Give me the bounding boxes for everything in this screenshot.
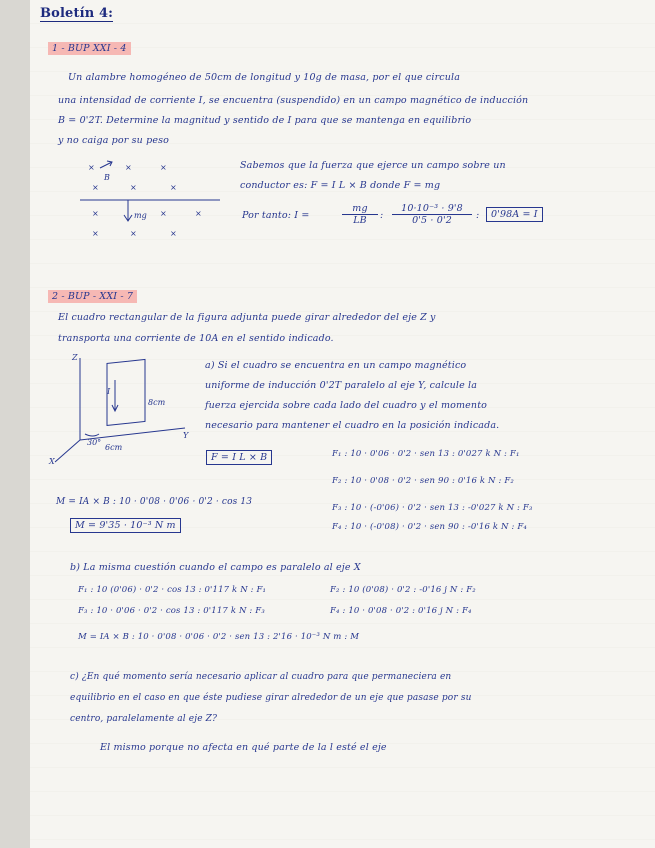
- moment-b: M = IA × B : 10 · 0'08 · 0'06 · 0'2 · sen 13 : 2'16 · 10⁻³ N m : M: [78, 632, 360, 642]
- b-field-label: B: [104, 173, 110, 182]
- svg-text:×: ×: [160, 163, 167, 172]
- fraction-1-numerator: mg: [342, 203, 378, 215]
- svg-text:×: ×: [170, 183, 177, 192]
- force-a-line: F₄ : 10 · (-0'08) · 0'2 · sen 90 : -0'16 k N : F₄: [332, 522, 527, 532]
- width-label: 6cm: [105, 443, 123, 452]
- svg-text:×: ×: [92, 229, 99, 238]
- force-b-line: F₃ : 10 · 0'06 · 0'2 · cos 13 : 0'117 k N : F₃: [78, 606, 265, 616]
- problem-1-solution-line: Sabemos que la fuerza que ejerce un campo sobre un: [240, 160, 506, 171]
- weight-label: mg: [134, 211, 147, 220]
- part-c-line: equilibrio en el caso en que éste pudiese girar alrededor de un eje que pasase por su: [70, 693, 472, 703]
- force-b-line: F₄ : 10 · 0'08 · 0'2 : 0'16 j N : F₄: [330, 606, 472, 616]
- svg-text:×: ×: [160, 209, 167, 218]
- height-label: 8cm: [148, 398, 166, 407]
- part-c-answer: El mismo porque no afecta en qué parte de la l esté el eje: [100, 742, 387, 753]
- part-c-line: centro, paralelamente al eje Z?: [70, 714, 218, 724]
- notebook-page: Boletín 4: 1 - BUP XXI - 4 Un alambre homogéneo de 50cm de longitud y 10g de masa, por el que circula una intensidad de corriente I, se encuentra (suspendido) en un campo magnético de inducción B = 0'2T. Determine la magnitud y sentido de I para que se mantenga en equilibrio y no caiga por su peso × × × × × × × × × × × × B mg Sabemos que la fuerza que ejerce un campo sobre un conductor es: F = I L × B donde F = mg Por tanto: I = $\frac{mg}{LB}$ : $\frac{\text{10·10⁻³ · 9'8}}{0'5 \cdot 0'2}$ : 0'98A = I 2 - BUP - XXI - 7 El cuadro rectangular de la figura adjunta puede girar alrededor del eje Z y transporta una corriente de 10A en el sentido indicado. Z Y X 8cm 6cm 30° I a) Si el cuadro se encuentra en un campo magnético uniforme de inducción 0'2T paralelo al eje Y, calcule la fuerza ejercida sobre cada lado del cuadro y el momento necesario para mantener el cuadro en la posición indicada. F = I L × B F₁ : 10 · 0'06 · 0'2 · sen 13 : 0'027 k N : F₁ F₂ : 10 · 0'08 · 0'2 · sen 90 : 0'16 k N : F₂ F₃ : 10 · (-0'06) · 0'2 · sen 13 : -0'027 k N : F₃ F₄ : 10 · (-0'08) · 0'2 · sen 90 : -0'16 k N : F₄ M = IA × B : 10 · 0'08 · 0'06 · 0'2 · cos 13 M = 9'35 · 10⁻³ N m b) La misma cuestión cuando el campo es paralelo al eje X F₁ : 10 (0'06) · 0'2 · cos 13 : 0'117 k N : F₁ F₂ : 10 (0'08) · 0'2 : -0'16 j N : F₂ F₃ : 10 · 0'06 · 0'2 · cos 13 : 0'117 k N : F₃ F₄ : 10 · 0'08 · 0'2 : 0'16 j N : F₄ M = IA × B : 10 · 0'08 · 0'06 · 0'2 · sen 13 : 2'16 · 10⁻³ N m : M c) ¿En qué momento sería necesario aplicar al cuadro para que permaneciera en equilibrio en el caso en que éste pudiese girar alrededor de un eje que pasase por su centro, paralelamente al eje Z? El mismo porque no afecta en qué parte de la l esté el eje: [30, 0, 655, 848]
- moment-a-result: M = 9'35 · 10⁻³ N m: [70, 518, 181, 533]
- force-b-line: F₂ : 10 (0'08) · 0'2 : -0'16 j N : F₂: [330, 585, 476, 595]
- part-b-intro: b) La misma cuestión cuando el campo es paralelo al eje X: [70, 562, 361, 573]
- force-a-line: F₂ : 10 · 0'08 · 0'2 · sen 90 : 0'16 k N : F₂: [332, 476, 514, 486]
- svg-text:×: ×: [130, 229, 137, 238]
- force-b-line: F₁ : 10 (0'06) · 0'2 · cos 13 : 0'117 k N : F₁: [78, 585, 267, 595]
- problem-2-statement-line: El cuadro rectangular de la figura adjunta puede girar alrededor del eje Z y: [58, 312, 436, 323]
- problem-2-label: 2 - BUP - XXI - 7: [48, 290, 137, 303]
- fraction-2-numerator: 10·10⁻³ · 9'8: [392, 203, 472, 215]
- x-axis-label: X: [49, 457, 55, 466]
- part-c-line: c) ¿En qué momento sería necesario aplicar al cuadro para que permaneciera en: [70, 672, 452, 682]
- fraction-1-denominator: LB: [353, 215, 367, 226]
- problem-1-solution-line: conductor es: F = I L × B donde F = mg: [240, 180, 441, 191]
- calc-prefix: Por tanto: I =: [242, 210, 310, 221]
- angle-label: 30°: [87, 438, 102, 447]
- force-a-line: F₁ : 10 · 0'06 · 0'2 · sen 13 : 0'027 k N : F₁: [332, 449, 520, 459]
- svg-text:×: ×: [88, 163, 95, 172]
- part-a-line: uniforme de inducción 0'2T paralelo al eje Y, calcule la: [205, 380, 478, 391]
- force-a-line: F₃ : 10 · (-0'06) · 0'2 · sen 13 : -0'027 k N : F₃: [332, 503, 533, 513]
- svg-text:×: ×: [125, 163, 132, 172]
- problem-1-result: 0'98A = I: [486, 207, 543, 222]
- y-axis-label: Y: [183, 431, 189, 440]
- current-label: I: [107, 387, 111, 396]
- problem-1-label: 1 - BUP XXI - 4: [48, 42, 131, 55]
- problem-2-statement-line: transporta una corriente de 10A en el sentido indicado.: [58, 333, 334, 344]
- moment-a: M = IA × B : 10 · 0'08 · 0'06 · 0'2 · cos 13: [56, 497, 253, 507]
- svg-text:×: ×: [130, 183, 137, 192]
- problem-1-statement-line: B = 0'2T. Determine la magnitud y sentido de I para que se mantenga en equilibrio: [58, 115, 472, 126]
- part-a-line: a) Si el cuadro se encuentra en un campo magnético: [205, 360, 467, 371]
- wire-figure: [70, 158, 220, 243]
- fraction-2-denominator: 0'5 · 0'2: [412, 215, 452, 226]
- part-a-line: necesario para mantener el cuadro en la posición indicada.: [205, 420, 500, 431]
- svg-text:×: ×: [195, 209, 202, 218]
- svg-text:×: ×: [92, 183, 99, 192]
- page-title: Boletín 4:: [40, 6, 114, 21]
- z-axis-label: Z: [72, 353, 78, 362]
- force-formula: F = I L × B: [206, 450, 272, 465]
- problem-1-statement-line: una intensidad de corriente I, se encuentra (suspendido) en un campo magnético de inducción: [58, 95, 529, 106]
- part-a-line: fuerza ejercida sobre cada lado del cuadro y el momento: [205, 400, 488, 411]
- svg-text:×: ×: [170, 229, 177, 238]
- svg-text:×: ×: [92, 209, 99, 218]
- problem-1-statement-line: y no caiga por su peso: [58, 135, 170, 146]
- problem-1-statement-line: Un alambre homogéneo de 50cm de longitud y 10g de masa, por el que circula: [68, 72, 461, 83]
- frame-figure: [45, 350, 190, 465]
